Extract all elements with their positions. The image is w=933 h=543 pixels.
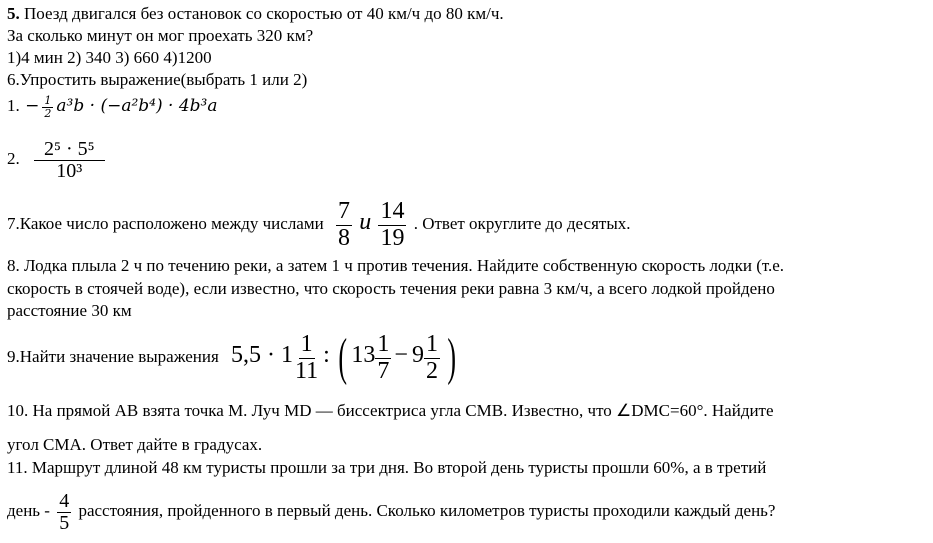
item-2-denominator: 10³ <box>56 159 83 182</box>
item-1-frac-num: 1 <box>44 94 52 108</box>
question-11-line1: 11. Маршрут длиной 48 км туристы прошли за три дня. Во второй день туристы прошли 60%, а в третий <box>7 458 767 477</box>
item-1-number: 1. <box>7 96 20 115</box>
fraction-1-numerator: 7 <box>337 198 350 225</box>
question-11-fraction <box>57 491 71 534</box>
item-2-number: 2. <box>7 149 20 168</box>
question-11-line2 <box>7 483 775 539</box>
question-5-text: Поезд двигался без остановок со скоростью от 40 км/ч до 80 км/ч. <box>19 4 504 23</box>
question-9-fraction-3 <box>424 332 440 383</box>
q11-numerator: 4 <box>59 489 70 512</box>
q9-f3-denominator: 2 <box>425 357 438 384</box>
q9-whole-2: 9 <box>411 342 424 368</box>
question-11-tail: расстояния, пройденного в первый день. Сколько километров туристы проходили каждый день? <box>78 501 776 520</box>
question-8-line1: 8. Лодка плыла 2 ч по течению реки, а затем 1 ч против течения. Найдите собственную скорость лодки (т.е. <box>7 256 785 275</box>
right-parenthesis: ) <box>447 329 456 387</box>
question-9 <box>7 324 460 388</box>
item-2-numerator: 2⁵ · 5⁵ <box>34 139 105 161</box>
question-9-colon: : <box>323 342 330 368</box>
question-7-fraction-2 <box>378 199 406 250</box>
question-5-number: 5. <box>7 4 20 23</box>
item-2-fraction <box>34 139 105 182</box>
item-1-frac-den: 2 <box>44 106 52 120</box>
question-7 <box>7 193 631 253</box>
item-1-sign: − <box>19 96 40 116</box>
question-6-title: 6.Упростить выражение(выбрать 1 или 2) <box>7 70 308 89</box>
question-7-tail: . Ответ округлите до десятых. <box>413 214 631 233</box>
q9-f2-numerator: 1 <box>377 331 390 358</box>
item-1-fraction <box>42 95 53 119</box>
q9-minus: − <box>394 342 408 368</box>
q9-f2-denominator: 7 <box>377 357 390 384</box>
q9-whole-1: 13 <box>351 342 376 368</box>
question-7-conjunction: и <box>359 209 372 235</box>
question-8-line3: расстояние 30 км <box>7 301 132 320</box>
q9-f1-numerator: 1 <box>300 331 313 358</box>
question-9-fraction-1 <box>293 332 320 383</box>
question-10-line1: 10. На прямой AB взята точка M. Луч MD — биссектриса угла CMB. Известно, что ∠DMC=60°. Найдите <box>7 401 774 420</box>
fraction-1-denominator: 8 <box>337 224 350 251</box>
q9-f3-numerator: 1 <box>425 331 438 358</box>
q11-denominator: 5 <box>59 511 70 534</box>
question-9-text: 9.Найти значение выражения <box>7 347 219 366</box>
fraction-2-denominator: 19 <box>380 224 405 251</box>
question-9-expr-start: 5,5 · 1 <box>231 342 294 368</box>
fraction-2-numerator: 14 <box>380 198 405 225</box>
question-6-item-1 <box>7 92 217 120</box>
q9-f1-denominator: 11 <box>295 357 319 384</box>
question-5-options: 1)4 мин 2) 340 3) 660 4)1200 <box>7 48 212 67</box>
item-1-expression: a³b · (−a²b⁴) · 4b³a <box>56 96 218 116</box>
left-parenthesis: ( <box>338 329 348 387</box>
question-9-fraction-2 <box>375 332 391 383</box>
question-5-line2: За сколько минут он мог проехать 320 км? <box>7 26 314 45</box>
question-7-text: 7.Какое число расположено между числами <box>7 214 324 233</box>
question-5-line1 <box>7 4 504 24</box>
question-7-fraction-1 <box>336 199 352 250</box>
question-11-prefix: день - <box>7 501 50 520</box>
question-8-line2: скорость в стоячей воде), если известно, что скорость течения реки равна 3 км/ч, а всего лодкой пройдено <box>7 279 775 298</box>
question-10-line2: угол CMA. Ответ дайте в градусах. <box>7 435 263 454</box>
question-6-item-2 <box>7 130 108 188</box>
